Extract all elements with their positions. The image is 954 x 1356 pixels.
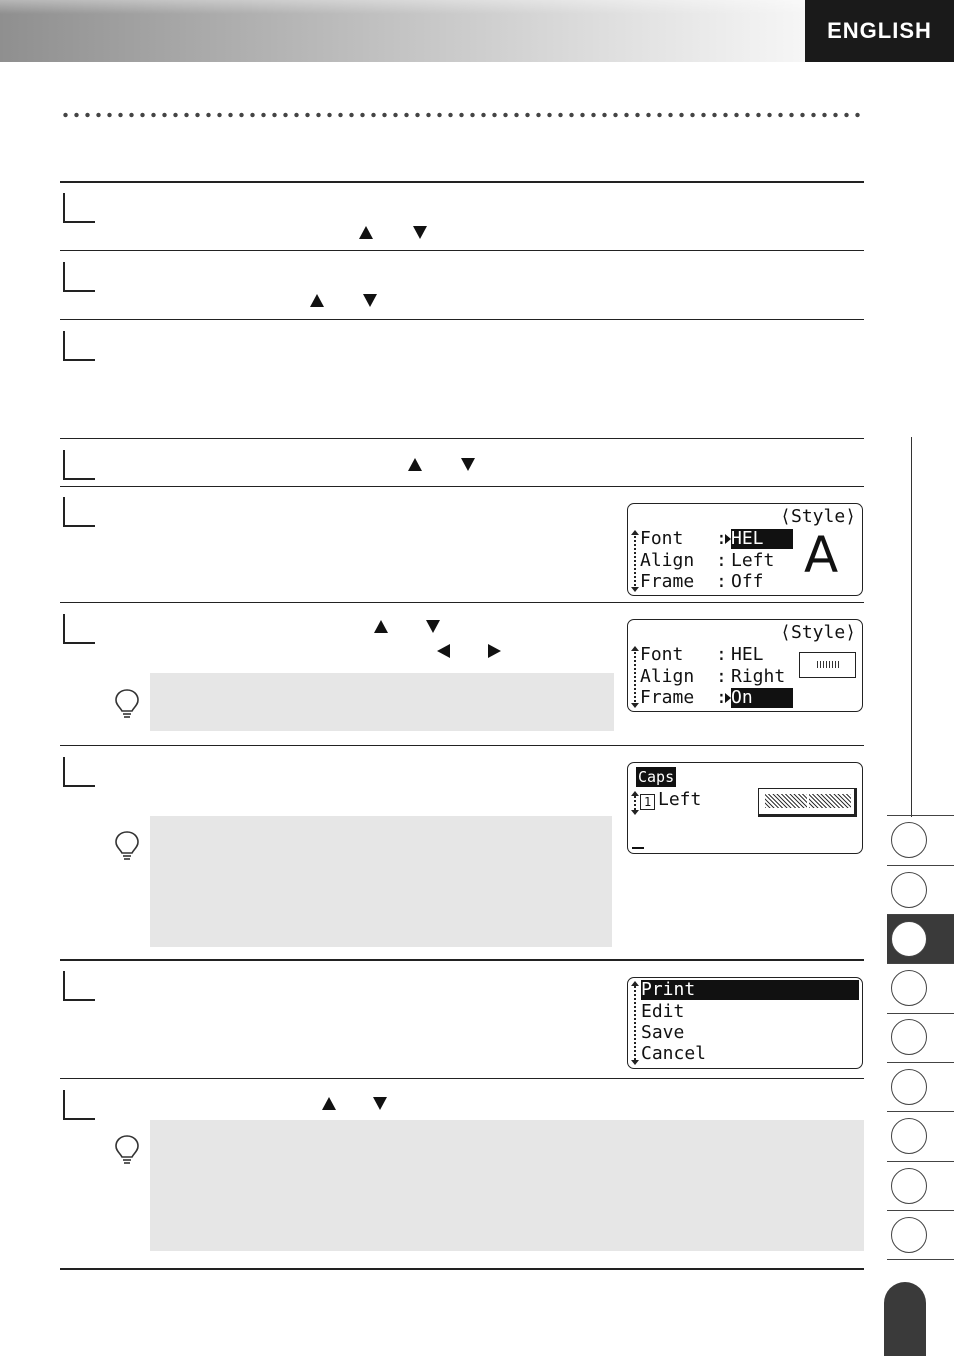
lcd-row-value-selected: HEL <box>731 529 793 549</box>
lcd-row-sep: : <box>716 550 727 571</box>
chapter-tab-divider <box>887 1259 954 1260</box>
lcd-print-menu-screen <box>627 977 863 1069</box>
lcd-style-font-screen <box>627 503 863 596</box>
lightbulb-icon <box>114 830 140 862</box>
chapter-tab-divider <box>887 914 954 915</box>
lcd-scrollbar <box>634 983 636 1063</box>
lcd-menu-item-selected: Print <box>641 980 859 1000</box>
lcd-row-label: Font <box>640 644 684 665</box>
up-arrow-key-icon <box>322 1097 336 1110</box>
table-top-rule <box>60 181 864 183</box>
chapter-tab-circle <box>891 872 927 908</box>
lcd-row-value-selected: On <box>731 688 793 708</box>
chapter-tab-divider <box>887 963 954 964</box>
lcd-line-text: Left <box>658 789 702 810</box>
lcd-label-preview <box>758 788 857 817</box>
up-arrow-key-icon <box>374 620 388 633</box>
lcd-row-label: Frame <box>640 571 695 592</box>
lcd-scrollbar <box>634 793 636 813</box>
page-number-tab <box>884 1282 926 1356</box>
chapter-tab-circle <box>891 1069 927 1105</box>
lcd-row-value: Right <box>731 666 786 687</box>
row-divider <box>60 319 864 320</box>
row-divider <box>60 602 864 603</box>
lcd-row-label: Frame <box>640 687 695 708</box>
lcd-row-label: Font <box>640 528 684 549</box>
lcd-row-sep: : <box>716 687 727 708</box>
side-vertical-rule <box>911 437 912 817</box>
note-box <box>150 816 612 947</box>
lcd-label-preview-pattern <box>765 794 807 808</box>
chapter-tab-circle <box>891 1118 927 1154</box>
lcd-row-value: Off <box>731 571 764 592</box>
chapter-tab-circle <box>891 1019 927 1055</box>
chapter-tab-divider <box>887 1210 954 1211</box>
lcd-scrollbar <box>634 648 636 706</box>
step-box-7 <box>63 757 95 787</box>
lcd-row-sep: : <box>716 666 727 687</box>
step-box-1 <box>63 193 95 223</box>
chapter-tab-circle <box>891 1168 927 1204</box>
right-arrow-key-icon <box>488 644 501 658</box>
lcd-cursor <box>632 847 644 849</box>
lcd-style-frame-screen <box>627 619 863 712</box>
lcd-frame-preview-text <box>817 661 839 668</box>
chapter-tab-circle <box>891 1217 927 1253</box>
chapter-tab-circle-active <box>891 921 927 957</box>
down-arrow-key-icon <box>426 620 440 633</box>
chapter-tab-divider <box>887 1111 954 1112</box>
table-bottom-rule <box>60 1268 864 1270</box>
language-tab: ENGLISH <box>805 0 954 62</box>
row-divider <box>60 486 864 487</box>
down-arrow-key-icon <box>373 1097 387 1110</box>
up-arrow-key-icon <box>408 458 422 471</box>
down-arrow-key-icon <box>413 226 427 239</box>
chapter-tab-divider <box>887 1062 954 1063</box>
step-box-2 <box>63 262 95 292</box>
row-divider <box>60 959 864 961</box>
lcd-row-value: HEL <box>731 644 764 665</box>
step-box-4 <box>63 450 95 480</box>
chapter-tab-circle <box>891 822 927 858</box>
chapter-tab-divider <box>887 1161 954 1162</box>
up-arrow-key-icon <box>310 294 324 307</box>
header-sheen <box>0 0 805 14</box>
lcd-text-entry-screen <box>627 762 863 854</box>
down-arrow-key-icon <box>363 294 377 307</box>
step-box-5 <box>63 497 95 527</box>
step-box-3 <box>63 331 95 361</box>
lcd-row-label: Align <box>640 666 695 687</box>
lcd-row-label: Align <box>640 550 695 571</box>
row-divider <box>60 745 864 746</box>
step-box-9 <box>63 1090 95 1120</box>
row-divider <box>60 1078 864 1079</box>
lcd-title: ⟨Style⟩ <box>780 622 856 643</box>
lcd-menu-item: Edit <box>641 1001 685 1022</box>
chapter-tab-divider <box>887 865 954 866</box>
chapter-tab-divider <box>887 815 954 816</box>
lcd-frame-preview <box>799 652 856 678</box>
step-box-8 <box>63 971 95 1001</box>
lcd-title: ⟨Style⟩ <box>780 506 856 527</box>
up-arrow-key-icon <box>359 226 373 239</box>
lcd-row-sep: : <box>716 528 727 549</box>
step-box-6 <box>63 614 95 644</box>
note-box <box>150 1120 864 1251</box>
dotted-section-rule <box>60 112 864 118</box>
row-divider <box>60 250 864 251</box>
lightbulb-icon <box>114 688 140 720</box>
row-divider <box>60 438 864 439</box>
left-arrow-key-icon <box>437 644 450 658</box>
lcd-label-preview-pattern <box>809 794 851 808</box>
lcd-menu-item: Save <box>641 1022 685 1043</box>
lcd-row-sep: : <box>716 644 727 665</box>
lcd-menu-item: Cancel <box>641 1043 707 1064</box>
lcd-scrollbar <box>634 532 636 590</box>
note-box <box>150 673 614 731</box>
lcd-line-number: 1 <box>640 794 655 810</box>
down-arrow-key-icon <box>461 458 475 471</box>
lcd-row-sep: : <box>716 571 727 592</box>
chapter-tab-circle <box>891 970 927 1006</box>
lcd-caps-badge: Caps <box>638 768 675 786</box>
lcd-row-value: Left <box>731 550 775 571</box>
chapter-tab-divider <box>887 1013 954 1014</box>
lightbulb-icon <box>114 1134 140 1166</box>
lcd-preview-glyph: A <box>804 526 839 584</box>
